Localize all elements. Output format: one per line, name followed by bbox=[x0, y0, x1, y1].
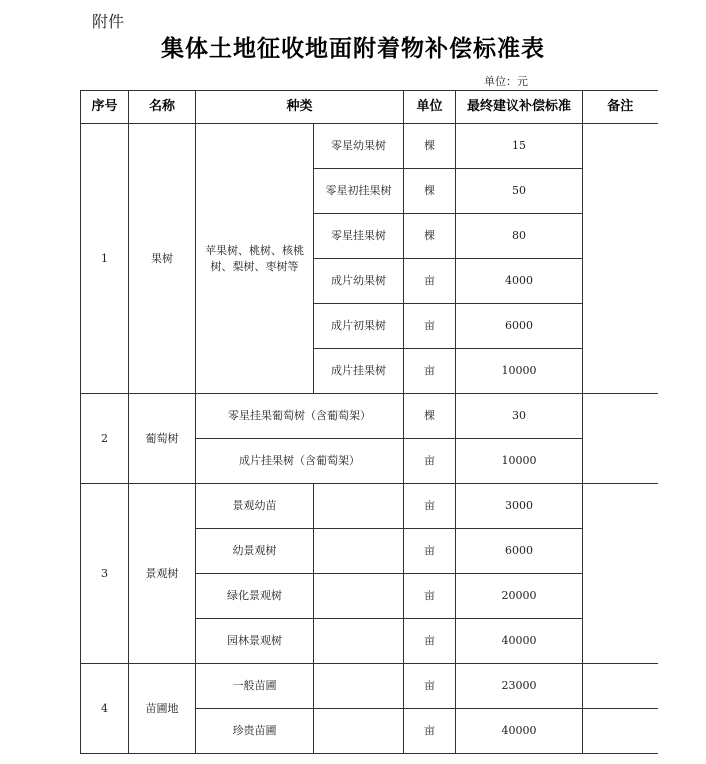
group-1-category: 苹果树、桃树、核桃树、梨树、枣树等 bbox=[196, 124, 314, 394]
item-type: 零星幼果树 bbox=[314, 124, 404, 169]
empty-cell bbox=[314, 529, 404, 574]
item-value: 10000 bbox=[456, 439, 583, 484]
item-type: 绿化景观树 bbox=[196, 574, 314, 619]
group-1-seq: 1 bbox=[81, 124, 129, 394]
header-category: 种类 bbox=[196, 91, 404, 124]
item-unit: 棵 bbox=[404, 169, 456, 214]
empty-cell bbox=[314, 484, 404, 529]
table-row bbox=[81, 664, 658, 709]
group-2-seq: 2 bbox=[81, 394, 129, 484]
table-row bbox=[81, 394, 658, 439]
item-unit: 亩 bbox=[404, 259, 456, 304]
table-row bbox=[81, 124, 658, 169]
group-4-remark bbox=[583, 709, 658, 754]
item-type: 零星挂果树 bbox=[314, 214, 404, 259]
group-1-name: 果树 bbox=[129, 124, 196, 394]
item-type: 珍贵苗圃 bbox=[196, 709, 314, 754]
header-standard: 最终建议补偿标准 bbox=[456, 91, 583, 124]
item-value: 80 bbox=[456, 214, 583, 259]
item-type: 零星初挂果树 bbox=[314, 169, 404, 214]
item-value: 6000 bbox=[456, 529, 583, 574]
table-header-row bbox=[81, 91, 658, 124]
item-type: 园林景观树 bbox=[196, 619, 314, 664]
item-unit: 亩 bbox=[404, 304, 456, 349]
header-seq: 序号 bbox=[81, 91, 129, 124]
group-3-seq: 3 bbox=[81, 484, 129, 664]
item-value: 3000 bbox=[456, 484, 583, 529]
header-name: 名称 bbox=[129, 91, 196, 124]
group-2-name: 葡萄树 bbox=[129, 394, 196, 484]
group-3-name: 景观树 bbox=[129, 484, 196, 664]
table-row bbox=[81, 484, 658, 529]
unit-note: 单位：元 bbox=[484, 75, 528, 88]
item-unit: 亩 bbox=[404, 619, 456, 664]
header-unit: 单位 bbox=[404, 91, 456, 124]
item-type: 成片挂果树（含葡萄架） bbox=[196, 439, 404, 484]
group-2-remark bbox=[583, 394, 658, 484]
item-type: 成片初果树 bbox=[314, 304, 404, 349]
item-value: 50 bbox=[456, 169, 583, 214]
empty-cell bbox=[314, 574, 404, 619]
item-type: 成片幼果树 bbox=[314, 259, 404, 304]
compensation-table bbox=[80, 90, 658, 754]
item-value: 23000 bbox=[456, 664, 583, 709]
group-4-name: 苗圃地 bbox=[129, 664, 196, 754]
item-unit: 亩 bbox=[404, 439, 456, 484]
item-value: 20000 bbox=[456, 574, 583, 619]
empty-cell bbox=[314, 664, 404, 709]
item-type: 零星挂果葡萄树（含葡萄架） bbox=[196, 394, 404, 439]
item-type: 成片挂果树 bbox=[314, 349, 404, 394]
group-1-remark bbox=[583, 124, 658, 394]
item-value: 4000 bbox=[456, 259, 583, 304]
item-value: 30 bbox=[456, 394, 583, 439]
group-4-remark bbox=[583, 664, 658, 709]
attachment-label: 附件 bbox=[92, 12, 125, 31]
item-unit: 亩 bbox=[404, 709, 456, 754]
item-value: 40000 bbox=[456, 709, 583, 754]
empty-cell bbox=[314, 619, 404, 664]
item-type: 一般苗圃 bbox=[196, 664, 314, 709]
empty-cell bbox=[314, 709, 404, 754]
item-unit: 亩 bbox=[404, 349, 456, 394]
item-unit: 棵 bbox=[404, 214, 456, 259]
item-type: 幼景观树 bbox=[196, 529, 314, 574]
item-unit: 亩 bbox=[404, 574, 456, 619]
page-title: 集体土地征收地面附着物补偿标准表 bbox=[161, 36, 545, 62]
item-value: 10000 bbox=[456, 349, 583, 394]
item-value: 40000 bbox=[456, 619, 583, 664]
header-remark: 备注 bbox=[583, 91, 658, 124]
item-unit: 亩 bbox=[404, 529, 456, 574]
item-unit: 亩 bbox=[404, 484, 456, 529]
item-unit: 亩 bbox=[404, 664, 456, 709]
item-value: 15 bbox=[456, 124, 583, 169]
item-unit: 棵 bbox=[404, 394, 456, 439]
group-4-seq: 4 bbox=[81, 664, 129, 754]
group-3-remark bbox=[583, 484, 658, 664]
item-type: 景观幼苗 bbox=[196, 484, 314, 529]
item-unit: 棵 bbox=[404, 124, 456, 169]
item-value: 6000 bbox=[456, 304, 583, 349]
